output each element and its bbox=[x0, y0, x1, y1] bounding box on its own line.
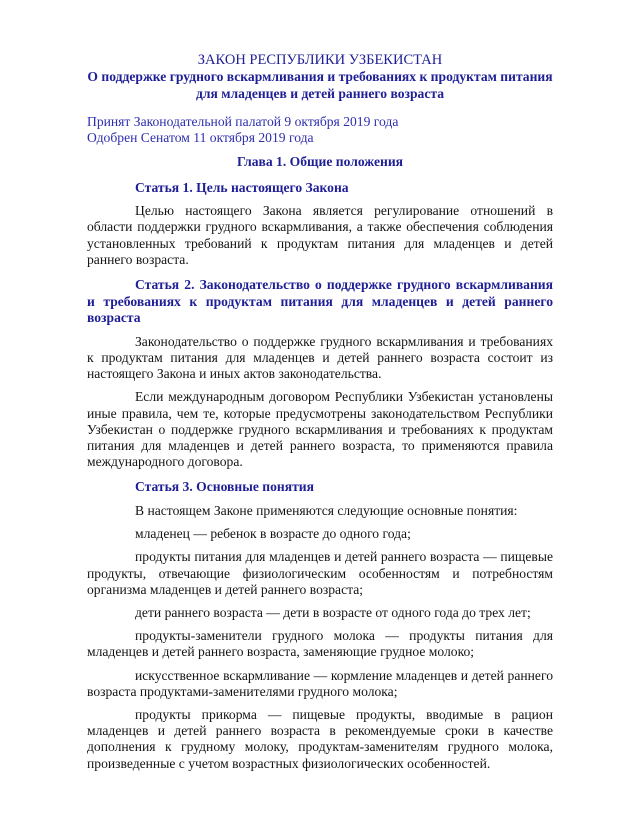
chapter-heading: Глава 1. Общие положения bbox=[236, 154, 404, 170]
article-3-intro-paragraph: В настоящем Законе применяются следующие основные понятия: bbox=[135, 503, 518, 519]
definition-young-children: дети раннего возраста — дети в возрасте от одного года до трех лет; bbox=[135, 605, 531, 621]
article-2-heading: Статья 2. Законодательство о поддержке грудного вскармливания и требованиях к продуктам питания для младенцев и детей раннего возраста bbox=[87, 277, 553, 326]
document-subtitle: О поддержке грудного вскармливания и требованиях к продуктам питания для младенцев и детей раннего возраста bbox=[87, 69, 553, 101]
article-1 bbox=[87, 180, 553, 268]
adoption-line-senate: Одобрен Сенатом 11 октября 2019 года bbox=[87, 130, 314, 146]
adoption-line-chamber: Принят Законодательной палатой 9 октября 2019 года bbox=[87, 114, 399, 129]
article-3 bbox=[87, 479, 553, 771]
document-title: ЗАКОН РЕСПУБЛИКИ УЗБЕКИСТАН bbox=[197, 52, 443, 68]
article-2-paragraph: Законодательство о поддержке грудного вскармливания и требованиях к продуктам питания для младенцев и детей раннего возраста состоит из настоящего Закона и иных актов законодательства. bbox=[87, 333, 553, 382]
definition-infant: младенец — ребенок в возрасте до одного года; bbox=[135, 526, 411, 542]
article-2-paragraph: Если международным договором Республики Узбекистан установлены иные правила, чем те, которые предусмотрены законодательством Республики Узбекистан о поддержке грудного вскармливания и требованиях к продуктам питания для младенцев и детей раннего возраста, то применяются правила международного договора. bbox=[87, 389, 553, 470]
definition-food-products: продукты питания для младенцев и детей раннего возраста — пищевые продукты, отвечающие физиологическим особенностям и потребностям организма младенцев и детей раннего возраста; bbox=[87, 549, 553, 597]
article-3-heading: Статья 3. Основные понятия bbox=[135, 479, 314, 495]
definition-complementary-foods: продукты прикорма — пищевые продукты, вводимые в рацион младенцев и детей раннего возраста в рекомендуемые сроки в качестве дополнения к грудному молоку, продуктам-заменителям грудного молока, произведенные с учетом возрастных физиологических особенностей. bbox=[87, 707, 553, 771]
definition-breast-milk-substitutes: продукты-заменители грудного молока — продукты питания для младенцев и детей раннего возраста, заменяющие грудное молоко; bbox=[87, 628, 553, 660]
definition-artificial-feeding: искусственное вскармливание — кормление младенцев и детей раннего возраста продуктами-заменителями грудного молока; bbox=[87, 667, 553, 699]
article-1-paragraph: Целью настоящего Закона является регулирование отношений в области поддержки грудного вскармливания, а также обеспечения соблюдения установленных требований к продуктам питания для младенцев и детей раннего возраста. bbox=[87, 203, 553, 267]
article-1-heading: Статья 1. Цель настоящего Закона bbox=[135, 179, 349, 195]
article-2 bbox=[87, 277, 553, 470]
